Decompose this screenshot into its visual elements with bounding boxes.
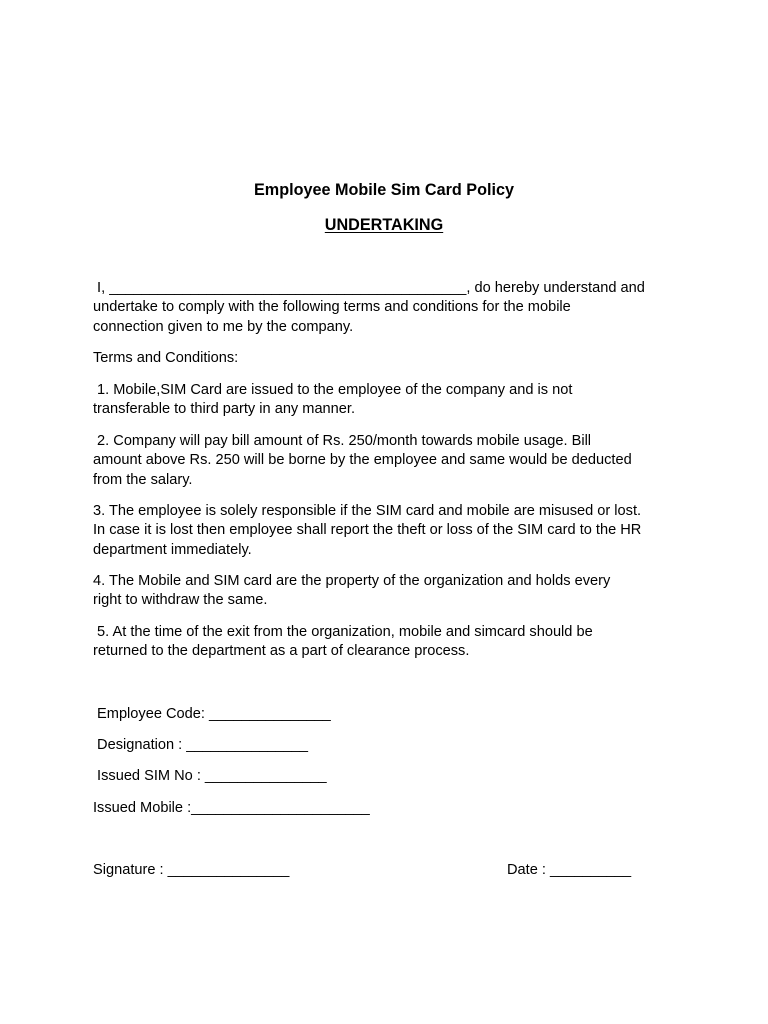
designation-field: Designation : _______________: [93, 737, 309, 753]
date-field: Date : __________: [507, 862, 632, 878]
document-subtitle: UNDERTAKING: [324, 216, 444, 234]
term-item-3: 3. The employee is solely responsible if the SIM card and mobile are misused or lost. In case it is lost then employee shall report the theft or loss of the SIM card to the HR department immediately.: [93, 503, 642, 558]
intro-paragraph: I, ____________________________________________, do hereby understand and undertake to comply with the following terms and conditions for the mobile connection given to me by the company.: [93, 280, 645, 335]
document-title: Employee Mobile Sim Card Policy: [254, 181, 514, 199]
employee-code-field: Employee Code: _______________: [93, 706, 331, 722]
term-item-5: 5. At the time of the exit from the organization, mobile and simcard should be returned to the department as a part of clearance process.: [93, 624, 593, 660]
issued-sim-no-field: Issued SIM No : _______________: [93, 768, 327, 784]
issued-mobile-field: Issued Mobile :______________________: [93, 800, 370, 816]
term-item-1: 1. Mobile,SIM Card are issued to the employee of the company and is not transferable to third party in any manner.: [93, 382, 573, 418]
terms-heading: Terms and Conditions:: [93, 350, 239, 366]
term-item-4: 4. The Mobile and SIM card are the property of the organization and holds every right to withdraw the same.: [93, 573, 611, 609]
term-item-2: 2. Company will pay bill amount of Rs. 250/month towards mobile usage. Bill amount above Rs. 250 will be borne by the employee and same would be deducted from the salary.: [93, 433, 632, 488]
signature-field: Signature : _______________: [93, 862, 290, 878]
